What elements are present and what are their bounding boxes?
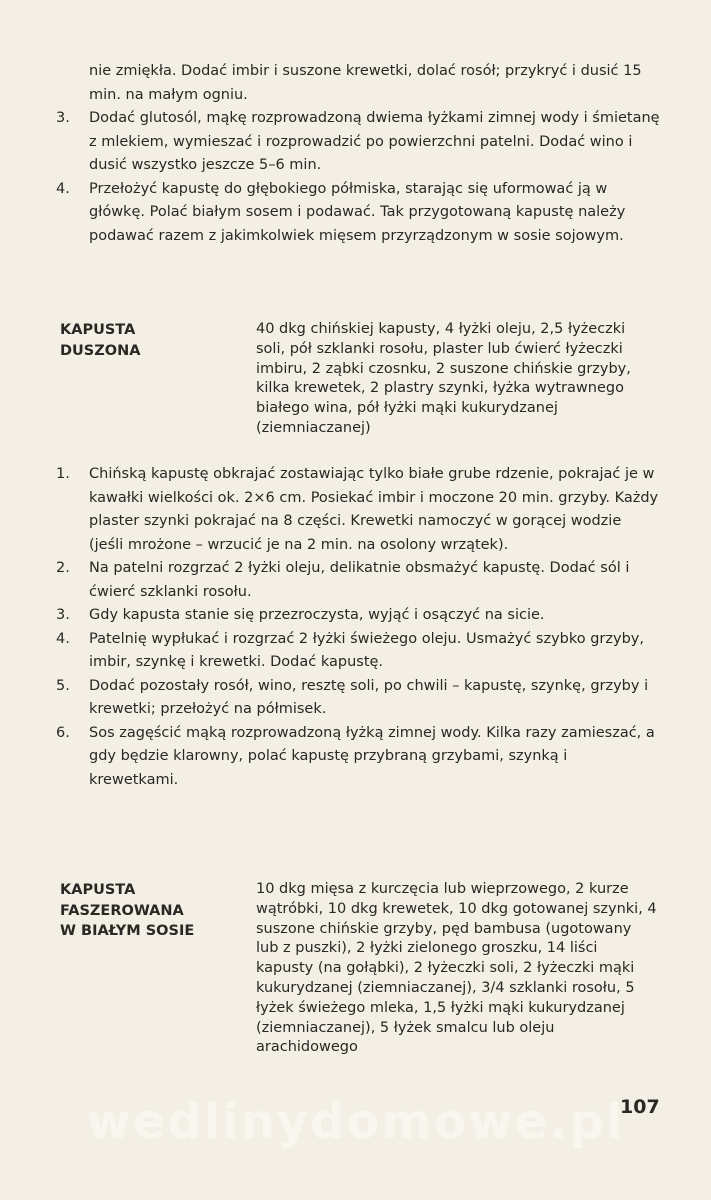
list-item xyxy=(56,107,660,178)
step-number: 3. xyxy=(56,110,70,126)
list-item xyxy=(56,722,660,793)
step-text: Patelnię wypłukać i rozgrzać 2 łyżki świeżego oleju. Usmażyć szybko grzyby, imbir, szynkę i krewetki. Dodać kapustę. xyxy=(89,630,644,670)
step-number: 4. xyxy=(56,180,70,197)
step-text: Dodać pozostały rosół, wino, resztę soli, po chwili – kapustę, szynkę, grzyby i krewetki; przełożyć na półmisek. xyxy=(89,677,649,717)
step-text: Sos zagęścić mąką rozprowadzoną łyżką zimnej wody. Kilka razy zamieszać, a gdy będzie klarowny, polać kapustę przybraną grzybami, szynką i krewetkami. xyxy=(89,724,655,788)
list-item xyxy=(56,557,660,604)
ingredients-kapusta-faszerowana: 10 dkg mięsa z kurczęcia lub wieprzowego, 2 kurze wątróbki, 10 dkg krewetek, 10 dkg gotowanej szynki, 4 suszone chińskie grzyby, pęd bambusa (ugotowany lub z puszki), 2 łyżki zielonego groszku, 14 liści kapusty (na gołąbki), 2 łyżeczki soli, 2 łyżeczki mąki kukurydzanej (ziemniaczanej), 3/4 szklanki rosołu, 5 łyżek świeżego mleka, 1,5 łyżki mąki kukurydzanej (ziemniaczanej), 5 łyżek smalcu lub oleju arachidowego xyxy=(256,881,657,1056)
step-number: 2. xyxy=(56,560,70,576)
page-number: 107 xyxy=(620,1096,660,1118)
previous-recipe-continuation: nie zmiękła. Dodać imbir i suszone krewetki, dolać rosół; przykryć i dusić 15 min. na małym ogniu. xyxy=(89,63,642,103)
step-number: 1. xyxy=(56,466,70,482)
watermark: wedlinydomowe.pl xyxy=(86,1094,625,1150)
recipe-title-kapusta-faszerowana: KAPUSTA FASZEROWANA W BIAŁYM SOSIE xyxy=(60,882,195,939)
recipe-title-kapusta-duszona: KAPUSTA DUSZONA xyxy=(60,322,141,359)
recipe-steps-kapusta-duszona xyxy=(56,463,660,792)
list-item xyxy=(56,463,660,557)
step-text: Gdy kapusta stanie się przezroczysta, wyjąć i osączyć na sicie. xyxy=(89,607,545,623)
list-item xyxy=(56,604,660,628)
step-text: Chińską kapustę obkrajać zostawiając tylko białe grube rdzenie, pokrajać je w kawałki wielkości ok. 2×6 cm. Posiekać imbir i moczone 20 min. grzyby. Każdy plaster szynki pokrajać na 8 części. Krewetki namoczyć w gorącej wodzie (jeśli mrożone – wrzucić je na 2 min. na osolony wrzątek). xyxy=(89,466,659,553)
step-number: 4. xyxy=(56,630,70,647)
previous-recipe-steps xyxy=(56,107,660,248)
step-number: 3. xyxy=(56,607,70,623)
step-number: 6. xyxy=(56,724,70,741)
step-number: 5. xyxy=(56,677,70,694)
list-item xyxy=(56,628,660,675)
step-text: Dodać glutosól, mąkę rozprowadzoną dwiema łyżkami zimnej wody i śmietanę z mlekiem, wymieszać i rozprowadzić po powierzchni patelni. Dodać wino i dusić wszystko jeszcze 5–6 min. xyxy=(89,110,660,173)
list-item xyxy=(56,675,660,722)
step-text: Przełożyć kapustę do głębokiego półmiska, starając się uformować ją w główkę. Polać białym sosem i podawać. Tak przygotowaną kapustę należy podawać razem z jakimkolwiek mięsem przyrządzonym w sosie sojowym. xyxy=(89,180,626,244)
ingredients-kapusta-duszona: 40 dkg chińskiej kapusty, 4 łyżki oleju, 2,5 łyżeczki soli, pół szklanki rosołu, plaster lub ćwierć łyżeczki imbiru, 2 ząbki czosnku, 2 suszone chińskie grzyby, kilka krewetek, 2 plastry szynki, łyżka wytrawnego białego wina, pół łyżki mąki kukurydzanej (ziemniaczanej) xyxy=(256,321,631,436)
step-text: Na patelni rozgrzać 2 łyżki oleju, delikatnie obsmażyć kapustę. Dodać sól i ćwierć szklanki rosołu. xyxy=(89,560,630,600)
list-item xyxy=(56,178,660,249)
